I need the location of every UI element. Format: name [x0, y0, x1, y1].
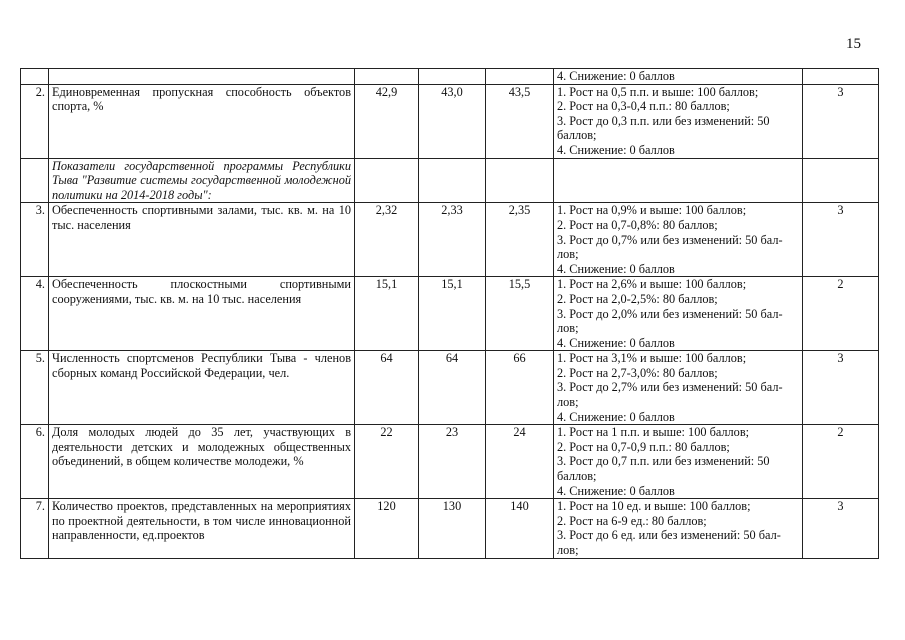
criteria-line: 2. Рост на 0,7-0,8%: 80 баллов;	[557, 217, 718, 232]
criteria-line: 1. Рост на 0,9% и выше: 100 баллов;	[557, 203, 747, 218]
score: 2	[803, 425, 879, 499]
criteria-line: 2. Рост на 2,0-2,5%: 80 баллов;	[557, 291, 718, 306]
criteria-line: 1. Рост на 3,1% и выше: 100 баллов;	[557, 351, 747, 366]
criteria-cell	[554, 499, 803, 558]
value-3: 43,5	[486, 84, 554, 158]
criteria-line: 3. Рост до 2,7% или без изменений: 50 бал-	[557, 380, 783, 395]
criteria-line: 4. Снижение: 0 баллов	[557, 142, 675, 157]
value-2: 130	[419, 499, 486, 558]
row-number: 5.	[21, 351, 49, 425]
criteria-line: 2. Рост на 0,3-0,4 п.п.: 80 баллов;	[557, 99, 730, 114]
criteria-line: баллов;	[557, 128, 597, 143]
value-2: 43,0	[419, 84, 486, 158]
section-row	[21, 158, 879, 203]
criteria-line: 2. Рост на 0,7-0,9 п.п.: 80 баллов;	[557, 439, 730, 454]
value-1: 22	[355, 425, 419, 499]
criteria-line: лов;	[557, 395, 579, 410]
value-3: 66	[486, 351, 554, 425]
table-row	[21, 499, 879, 558]
criteria-line: 3. Рост до 2,0% или без изменений: 50 бал-	[557, 306, 783, 321]
criteria-line: 4. Снижение: 0 баллов	[557, 261, 675, 276]
score: 3	[803, 499, 879, 558]
value-2: 64	[419, 351, 486, 425]
criteria-line: 4. Снижение: 0 баллов	[557, 409, 675, 424]
table-row	[21, 351, 879, 425]
criteria-line: 4. Снижение: 0 баллов	[557, 69, 675, 83]
value-3: 15,5	[486, 277, 554, 351]
criteria-line: 4. Снижение: 0 баллов	[557, 483, 675, 498]
criteria-cell	[554, 425, 803, 499]
row-number: 3.	[21, 203, 49, 277]
criteria-line: 2. Рост на 2,7-3,0%: 80 баллов;	[557, 365, 718, 380]
row-number: 7.	[21, 499, 49, 558]
value-3: 24	[486, 425, 554, 499]
criteria-cell	[554, 84, 803, 158]
table-row	[21, 425, 879, 499]
indicators-table	[20, 68, 879, 559]
criteria-line: 3. Рост до 0,7% или без изменений: 50 бал-	[557, 232, 783, 247]
criteria-line: 1. Рост на 10 ед. и выше: 100 баллов;	[557, 499, 751, 514]
criteria-line: 3. Рост до 6 ед. или без изменений: 50 бал-	[557, 528, 781, 543]
indicator-name: Количество проектов, представленных на мероприятиях по проектной деятельности, в том числе инновационной направленности, ед.проектов	[49, 499, 355, 558]
table-row-continuation	[21, 69, 879, 85]
page-number: 15	[846, 36, 861, 52]
table-row	[21, 203, 879, 277]
row-number: 6.	[21, 425, 49, 499]
indicator-name: Обеспеченность спортивными залами, тыс. кв. м. на 10 тыс. населения	[49, 203, 355, 277]
criteria-line: лов;	[557, 321, 579, 336]
criteria-line: лов;	[557, 543, 579, 557]
criteria-line: 1. Рост на 0,5 п.п. и выше: 100 баллов;	[557, 84, 759, 99]
score: 3	[803, 84, 879, 158]
criteria-cell	[554, 351, 803, 425]
row-number: 4.	[21, 277, 49, 351]
criteria-line: баллов;	[557, 469, 597, 484]
indicator-name: Доля молодых людей до 35 лет, участвующих в деятельности детских и молодежных общественных объединений, в общем количестве молодежи, %	[49, 425, 355, 499]
indicator-name: Обеспеченность плоскостными спортивными сооружениями, тыс. кв. м. на 10 тыс. населения	[49, 277, 355, 351]
criteria-cell	[554, 203, 803, 277]
value-1: 64	[355, 351, 419, 425]
criteria-cell	[554, 277, 803, 351]
indicator-name: Единовременная пропускная способность объектов спорта, %	[49, 84, 355, 158]
criteria-cell	[554, 69, 803, 85]
criteria-line: 3. Рост до 0,3 п.п. или без изменений: 50	[557, 113, 770, 128]
score: 3	[803, 203, 879, 277]
value-2: 15,1	[419, 277, 486, 351]
section-title: Показатели государственной программы Республики Тыва "Развитие системы государственной молодежной политики на 2014-2018 годы":	[49, 158, 355, 203]
table-row	[21, 84, 879, 158]
criteria-line: 4. Снижение: 0 баллов	[557, 335, 675, 350]
value-1: 120	[355, 499, 419, 558]
value-3: 140	[486, 499, 554, 558]
criteria-line: лов;	[557, 247, 579, 262]
score: 2	[803, 277, 879, 351]
value-1: 2,32	[355, 203, 419, 277]
criteria-line: 1. Рост на 1 п.п. и выше: 100 баллов;	[557, 425, 750, 440]
score: 3	[803, 351, 879, 425]
value-1: 42,9	[355, 84, 419, 158]
row-number: 2.	[21, 84, 49, 158]
value-2: 23	[419, 425, 486, 499]
value-1: 15,1	[355, 277, 419, 351]
criteria-line: 2. Рост на 6-9 ед.: 80 баллов;	[557, 513, 707, 528]
indicator-name: Численность спортсменов Республики Тыва - членов сборных команд Российской Федерации, чел.	[49, 351, 355, 425]
value-3: 2,35	[486, 203, 554, 277]
value-2: 2,33	[419, 203, 486, 277]
table-row	[21, 277, 879, 351]
criteria-line: 3. Рост до 0,7 п.п. или без изменений: 50	[557, 454, 770, 469]
criteria-line: 1. Рост на 2,6% и выше: 100 баллов;	[557, 277, 747, 292]
